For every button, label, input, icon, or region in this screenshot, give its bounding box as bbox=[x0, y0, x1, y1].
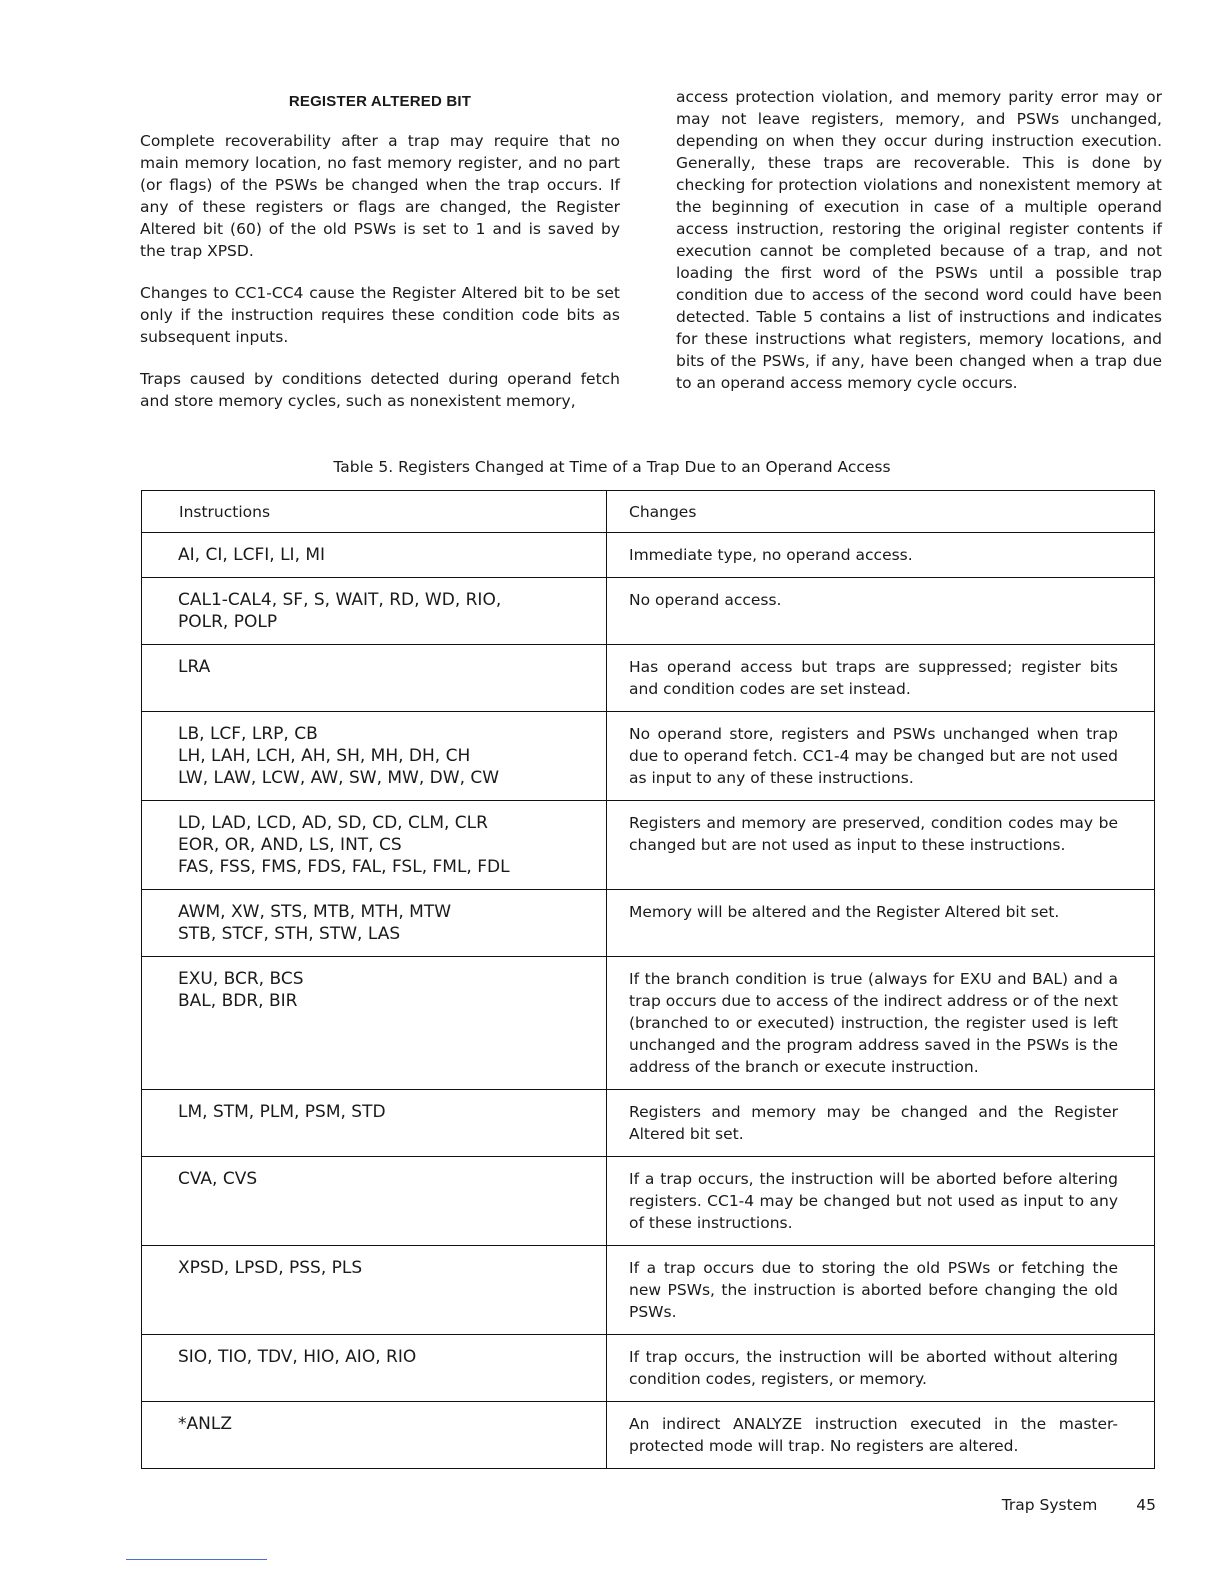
table-row bbox=[142, 712, 1155, 801]
changes-cell: Registers and memory may be changed and the Register Altered bit set. bbox=[607, 1090, 1155, 1157]
paragraph: access protection violation, and memory parity error may or may not leave registers, memory, and PSWs unchanged, depending on when they occur during instruction execution. Generally, these traps are recoverable. This is done by checking for protection violations and nonexistent memory at the beginning of execution in case of a multiple operand access instruction, restoring the original register contents if execution cannot be completed because of a trap, and not loading the first word of the PSWs until a possible trap condition due to access of the second word could have been detected. Table 5 contains a list of instructions and indicates for these instructions what registers, memory locations, and bits of the PSWs, if any, have been changed when a trap due to an operand access memory cycle occurs. bbox=[676, 88, 1162, 392]
instruction-line: LD, LAD, LCD, AD, SD, CD, CLM, CLR bbox=[178, 813, 488, 833]
instruction-line: LB, LCF, LRP, CB bbox=[178, 724, 318, 744]
changes-cell: An indirect ANALYZE instruction executed in the master-protected mode will trap. No registers are altered. bbox=[607, 1402, 1155, 1469]
changes-cell: Has operand access but traps are suppressed; register bits and condition codes are set instead. bbox=[607, 645, 1155, 712]
table-row bbox=[142, 1157, 1155, 1246]
footer-rule bbox=[126, 1559, 267, 1560]
instructions-cell bbox=[142, 1157, 607, 1246]
table-row bbox=[142, 1090, 1155, 1157]
instructions-cell bbox=[142, 1402, 607, 1469]
table-row bbox=[142, 957, 1155, 1090]
paragraph: Changes to CC1-CC4 cause the Register Altered bit to be set only if the instruction requires these condition code bits as subsequent inputs. bbox=[140, 284, 620, 346]
instructions-cell bbox=[142, 801, 607, 890]
instruction-line: POLR, POLP bbox=[178, 612, 278, 632]
instruction-line: LM, STM, PLM, PSM, STD bbox=[178, 1102, 386, 1122]
table-row bbox=[142, 1402, 1155, 1469]
table-row bbox=[142, 645, 1155, 712]
table-row bbox=[142, 1335, 1155, 1402]
changes-cell: If the branch condition is true (always for EXU and BAL) and a trap occurs due to access of the indirect address or of the next (branched to or executed) instruction, the register used is left unchanged and the program address saved in the PSWs is the address of the branch or execute instruction. bbox=[607, 957, 1155, 1090]
table-row bbox=[142, 801, 1155, 890]
paragraph: Complete recoverability after a trap may require that no main memory location, no fast memory register, and no part (or flags) of the PSWs be changed when the trap occurs. If any of these registers or flags are changed, the Register Altered bit (60) of the old PSWs is set to 1 and is saved by the trap XPSD. bbox=[140, 132, 620, 260]
instruction-line: AI, CI, LCFI, LI, MI bbox=[178, 545, 326, 565]
page-footer bbox=[1002, 1496, 1156, 1514]
instruction-line: CAL1-CAL4, SF, S, WAIT, RD, WD, RIO, bbox=[178, 590, 502, 610]
instructions-cell bbox=[142, 578, 607, 645]
instruction-line: BAL, BDR, BIR bbox=[178, 991, 298, 1011]
changes-cell: If trap occurs, the instruction will be aborted without altering condition codes, registers, or memory. bbox=[607, 1335, 1155, 1402]
footer-section-name: Trap System bbox=[1001, 1496, 1098, 1514]
changes-cell: Registers and memory are preserved, condition codes may be changed but are not used as input to these instructions. bbox=[607, 801, 1155, 890]
right-column bbox=[676, 86, 1162, 394]
instruction-line: STB, STCF, STH, STW, LAS bbox=[178, 924, 401, 944]
changes-cell: Immediate type, no operand access. bbox=[607, 533, 1155, 578]
table-row bbox=[142, 578, 1155, 645]
changes-cell: No operand access. bbox=[607, 578, 1155, 645]
instruction-line: XPSD, LPSD, PSS, PLS bbox=[178, 1258, 363, 1278]
changes-cell: No operand store, registers and PSWs unchanged when trap due to operand fetch. CC1-4 may be changed but are not used as input to any of these instructions. bbox=[607, 712, 1155, 801]
instruction-line: FAS, FSS, FMS, FDS, FAL, FSL, FML, FDL bbox=[178, 857, 510, 877]
instructions-cell bbox=[142, 712, 607, 801]
left-column bbox=[140, 86, 620, 432]
section-heading: REGISTER ALTERED BIT bbox=[288, 93, 472, 110]
table-caption: Table 5. Registers Changed at Time of a Trap Due to an Operand Access bbox=[333, 458, 891, 476]
instruction-line: SIO, TIO, TDV, HIO, AIO, RIO bbox=[178, 1347, 417, 1367]
paragraph: Traps caused by conditions detected during operand fetch and store memory cycles, such as nonexistent memory, bbox=[140, 370, 620, 410]
instructions-cell bbox=[142, 1335, 607, 1402]
instructions-cell bbox=[142, 533, 607, 578]
instructions-cell bbox=[142, 1246, 607, 1335]
table-header-row bbox=[142, 491, 1155, 533]
instruction-line: AWM, XW, STS, MTB, MTH, MTW bbox=[178, 902, 452, 922]
header-changes: Changes bbox=[607, 491, 1155, 533]
registers-changed-table bbox=[141, 490, 1155, 1469]
table-row bbox=[142, 1246, 1155, 1335]
table-body bbox=[142, 533, 1155, 1469]
instruction-line: LW, LAW, LCW, AW, SW, MW, DW, CW bbox=[178, 768, 500, 788]
instructions-cell bbox=[142, 645, 607, 712]
instruction-line: *ANLZ bbox=[178, 1414, 232, 1434]
instruction-line: LRA bbox=[178, 657, 211, 677]
changes-cell: Memory will be altered and the Register Altered bit set. bbox=[607, 890, 1155, 957]
changes-cell: If a trap occurs due to storing the old PSWs or fetching the new PSWs, the instruction is aborted before changing the old PSWs. bbox=[607, 1246, 1155, 1335]
table-row bbox=[142, 890, 1155, 957]
instruction-line: EXU, BCR, BCS bbox=[178, 969, 304, 989]
header-instructions: Instructions bbox=[142, 491, 607, 533]
page-number: 45 bbox=[1136, 1496, 1156, 1514]
instruction-line: CVA, CVS bbox=[178, 1169, 258, 1189]
instruction-line: EOR, OR, AND, LS, INT, CS bbox=[178, 835, 402, 855]
table-row bbox=[142, 533, 1155, 578]
instruction-line: LH, LAH, LCH, AH, SH, MH, DH, CH bbox=[178, 746, 471, 766]
changes-cell: If a trap occurs, the instruction will be aborted before altering registers. CC1-4 may be changed but not used as input to any of these instructions. bbox=[607, 1157, 1155, 1246]
instructions-cell bbox=[142, 1090, 607, 1157]
instructions-cell bbox=[142, 957, 607, 1090]
instructions-cell bbox=[142, 890, 607, 957]
